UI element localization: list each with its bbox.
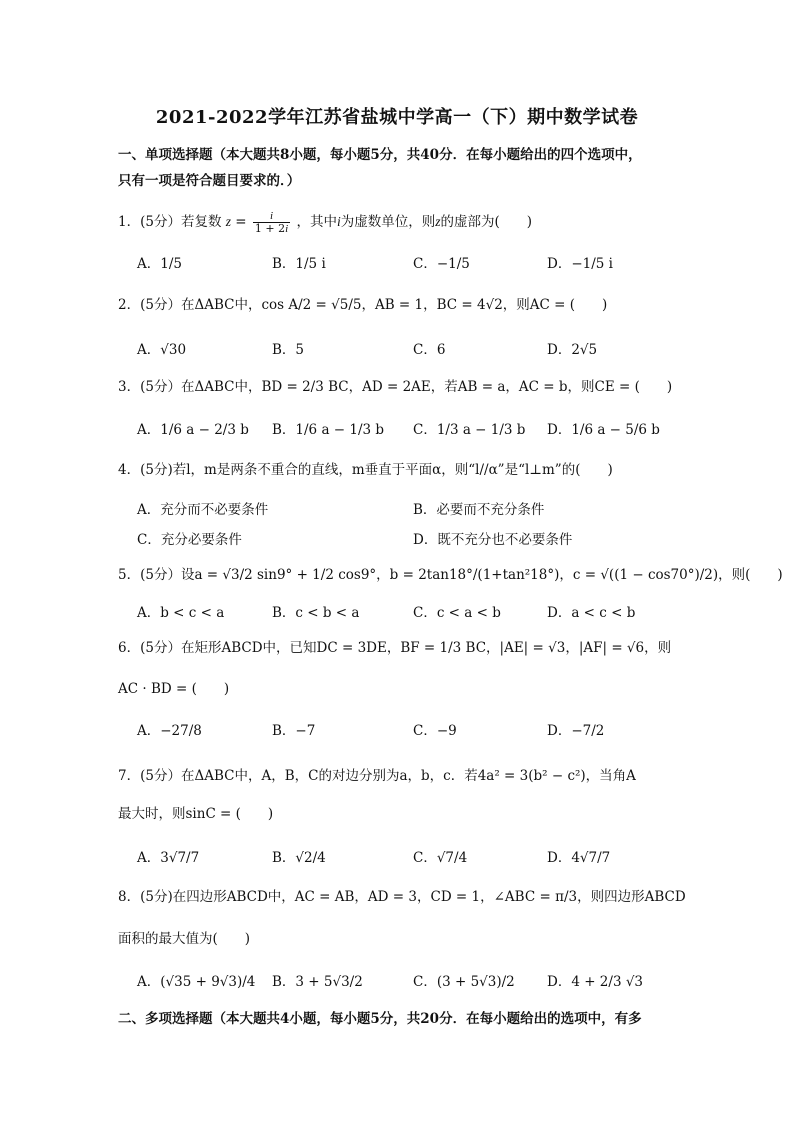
question-4-options-row-1 — [137, 498, 697, 522]
q4-option-d[interactable]: D．既不充分也不必要条件 — [413, 532, 573, 548]
question-6-line-2: AC · BD = ( ) — [118, 681, 230, 697]
q1-fraction: $\frac{i}{1 + 2i}$ — [254, 210, 289, 235]
q4-option-b[interactable]: B．必要而不充分条件 — [413, 502, 545, 518]
question-3-options — [137, 418, 697, 442]
q8-option-b[interactable]: B．3 + 5√3/2 — [272, 974, 363, 990]
q2-option-d[interactable]: D．2√5 — [547, 342, 598, 358]
q2-option-b[interactable]: B．5 — [272, 342, 305, 358]
q1-stem-c: 为虚数单位，则 — [340, 214, 436, 230]
q4-option-a[interactable]: A．充分而不必要条件 — [137, 502, 269, 518]
question-6: 6．(5分）在矩形ABCD中，已知DC = 3DE，BF = 1/3 BC，|AE| = √3，|AF| = √6，则 — [118, 640, 672, 656]
q6-option-c[interactable]: C．−9 — [413, 723, 457, 739]
q4-option-c[interactable]: C．充分必要条件 — [137, 532, 242, 548]
q6-option-a[interactable]: A．−27/8 — [137, 723, 202, 739]
q6-option-d[interactable]: D．−7/2 — [547, 723, 605, 739]
q1-stem-b: ，其中 — [296, 214, 337, 230]
q1-option-d[interactable]: D．−1/5 i — [547, 256, 613, 272]
question-2-options — [137, 338, 697, 362]
question-2: 2．(5分）在ΔABC中，cos A/2 = √5/5，AB = 1，BC = 4√2，则AC = ( ) — [118, 297, 608, 313]
section-2-heading — [118, 1006, 688, 1032]
q7-option-a[interactable]: A．3√7/7 — [137, 850, 200, 866]
q5-option-b[interactable]: B．c < b < a — [272, 605, 360, 621]
q3-option-c[interactable]: C．1/3 a − 1/3 b — [413, 422, 526, 438]
q3-option-b[interactable]: B．1/6 a − 1/3 b — [272, 422, 385, 438]
exam-title: 2021-2022学年江苏省盐城中学高一（下）期中数学试卷 — [155, 107, 639, 128]
q1-option-a[interactable]: A．1/5 — [137, 256, 182, 272]
q8-option-a[interactable]: A．(√35 + 9√3)/4 — [137, 974, 256, 990]
q2-option-c[interactable]: C．6 — [413, 342, 446, 358]
q5-option-d[interactable]: D．a < c < b — [547, 605, 636, 621]
q6-option-b[interactable]: B．−7 — [272, 723, 316, 739]
q5-option-c[interactable]: C．c < a < b — [413, 605, 501, 621]
q1-option-c[interactable]: C．−1/5 — [413, 256, 470, 272]
question-6-options — [137, 719, 697, 743]
q7-option-c[interactable]: C．√7/4 — [413, 850, 468, 866]
q1-stem-a: 1．(5分）若复数 — [118, 214, 222, 230]
question-8: 8．(5分)在四边形ABCD中，AC = AB，AD = 3，CD = 1，∠ABC = π/3，则四边形ABCD — [118, 889, 686, 905]
question-7-options — [137, 846, 697, 870]
question-4-options-row-2 — [137, 528, 697, 552]
q3-option-d[interactable]: D．1/6 a − 5/6 b — [547, 422, 660, 438]
question-1-options — [137, 252, 697, 276]
q1-option-b[interactable]: B．1/5 i — [272, 256, 326, 272]
question-1: 1．(5分）若复数 z = $\frac{i}{1 + 2i}$ ，其中i为虚数单位，则z的虚部为( ) — [118, 210, 533, 235]
question-3: 3．(5分）在ΔABC中，BD = 2/3 BC，AD = 2AE，若AB = a，AC = b，则CE = ( ) — [118, 379, 673, 395]
section-1-heading — [118, 142, 688, 194]
q3-option-a[interactable]: A．1/6 a − 2/3 b — [137, 422, 249, 438]
question-7-line-2: 最大时，则sinC = ( ) — [118, 806, 274, 822]
section-1-line-2: 只有一项是符合题目要求的．） — [118, 173, 301, 189]
section-2-line-1: 二、多项选择题（本大题共4小题，每小题5分，共20分．在每小题给出的选项中，有多 — [118, 1011, 642, 1027]
question-7: 7．(5分）在ΔABC中，A，B，C的对边分别为a，b，c．若4a² = 3(b² − c²)，当角A — [118, 768, 636, 784]
q8-option-d[interactable]: D．4 + 2/3 √3 — [547, 974, 644, 990]
question-4: 4．(5分)若l，m是两条不重合的直线，m垂直于平面α，则“l//α”是“l⊥m”的( ) — [118, 462, 613, 478]
question-5: 5．(5分）设a = √3/2 sin9° + 1/2 cos9°，b = 2tan18°/(1+tan²18°)，c = √((1 − cos70°)/2)，则( ) — [118, 567, 783, 583]
q2-option-a[interactable]: A．√30 — [137, 342, 187, 358]
q8-option-c[interactable]: C．(3 + 5√3)/2 — [413, 974, 515, 990]
q5-option-a[interactable]: A．b < c < a — [137, 605, 225, 621]
section-1-line-1: 一、单项选择题（本大题共8小题，每小题5分，共40分．在每小题给出的四个选项中， — [118, 147, 642, 163]
question-8-line-2: 面积的最大值为( ) — [118, 931, 251, 947]
q7-option-b[interactable]: B．√2/4 — [272, 850, 326, 866]
q1-stem-d: 的虚部为( ) — [440, 214, 533, 230]
question-8-options — [137, 970, 697, 994]
q7-option-d[interactable]: D．4√7/7 — [547, 850, 611, 866]
question-5-options — [137, 601, 697, 625]
